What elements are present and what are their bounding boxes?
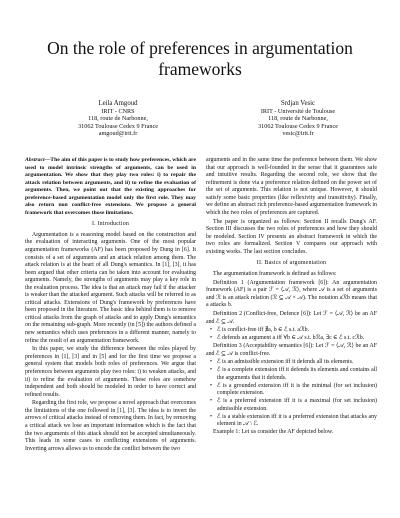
definition-2: Definition 2 (Conflict-free, Defence [6]): Let ℱ = ⟨𝒜, ℛ⟩ be an AF and ℰ ⊆ 𝒜.	[206, 310, 377, 325]
author-affiliation: IRIT - CNRS	[101, 107, 135, 115]
right-column	[206, 157, 377, 438]
list-item: • ℰ defends an argument a iff ∀b ∈ 𝒜 s.t. bℛa, ∃c ∈ ℰ s.t. cℛb.	[217, 335, 377, 343]
paragraph: In this paper, we study the difference between the roles played by preferences in [1], [3] and in [5] and for the first time we propose a general system that models both roles of preferences. We argue that preferences between arguments play two roles: i) to weaken attacks, and ii) to refine the evaluation of arguments. These roles are somehow independent and both should be modeled in order to have correct and refined results.	[25, 346, 196, 398]
author-address-line: 31062 Toulouse Cedex 9 France	[258, 122, 338, 130]
definition-3: Definition 3 (Acceptability semantics [6]): Let ℱ = ⟨𝒜, ℛ⟩ be an AF and ℰ ⊆ 𝒜 is conflict-free.	[206, 343, 377, 357]
author-email: vesic@irit.fr	[282, 130, 314, 138]
list-item: • ℰ is a stable extension iff it is a preferred extension that attacks any element in 𝒜 \ ℰ.	[217, 414, 377, 429]
section-heading-introduction: I. Introduction	[91, 221, 130, 228]
left-column	[25, 157, 196, 454]
author-block	[30, 100, 370, 150]
author-address-line: 118, route de Narbonne,	[88, 115, 148, 123]
abstract-label: Abstract	[25, 157, 45, 163]
abstract	[25, 157, 196, 217]
list-item: • ℰ is an admissible extension iff it defends all its elements.	[217, 359, 377, 367]
definition-3-list	[206, 359, 377, 428]
example-1: Example 1: Let us consider the AF depicted below.	[213, 429, 334, 436]
author-vesic	[218, 100, 378, 138]
list-item: • ℰ is a grounded extension iff it is the minimal (for set inclusion) complete extension.	[217, 383, 377, 398]
author-address-line: 118, route de Narbonne,	[268, 115, 328, 123]
list-item: • ℰ is a complete extension iff it defends its elements and contains all the arguments that it defends.	[217, 367, 377, 382]
author-name: Leila Amgoud	[98, 100, 138, 107]
paragraph: The paper is organized as follows: Section II recalls Dung's AF. Section III discusses the two roles of preferences and how they should be modeled. Section IV presents an abstract framework in which the two roles are formalized. Section V compares our approach with existing works. The last section concludes.	[206, 218, 377, 255]
author-address-line: 31062 Toulouse Cedex 9 France	[78, 122, 158, 130]
definition-2-list	[206, 327, 377, 342]
list-item: • ℰ is a preferred extension iff it is a maximal (for set inclusion) admissible extension.	[217, 398, 377, 413]
author-name: Srdjan Vesic	[280, 100, 316, 107]
list-item: • ℰ is conflict-free iff ∄a, b ∈ ℰ s.t. aℛb.	[217, 327, 377, 335]
author-affiliation: IRIT - Université de Toulouse	[260, 107, 336, 115]
paragraph: Regarding the first role, we propose a novel approach that overcomes the limitations of the one followed in [1], [3]. The idea is to invert the arrows of critical attacks instead of removing them. In fact, by removing a critical attack we lose an important information which is the fact that the two arguments of this attack should not be accepted simultaneously. This leads in some cases to conflicting extensions of arguments. Inverting arrows allows us to encode the conflict between the two	[25, 400, 196, 452]
paragraph: arguments and in the same time the preference between them. We show that our approach is well-founded in the sense that it guarantees safe and intuitive results. Regarding the second role, we show that the refinement is done via a preference relation defined on the power set of the set of arguments. This relation is not unique. However, it should satisfy some basic properties (like reflexivity and transitivity). Finally, we define an abstract rich preference-based argumentation framework in which the two roles of preferences are captured.	[206, 157, 377, 216]
abstract-text: —The aim of this paper is to study how preferences, which are used to model intrinsic strengths of arguments, can be used in argumentation. We show that they play two roles: i) to repair the attack relation between arguments, and ii) to refine the evaluation of arguments. Then, we point out that the existing approaches for preference-based argumentation model only the first role. They may also return non conflict-free extensions. We propose a general framework that overcomes those limitations.	[25, 157, 196, 216]
author-email: amgoud@irit.fr	[98, 130, 138, 138]
paragraph: The argumentation framework is defined as follows:	[213, 270, 337, 277]
author-amgoud	[38, 100, 198, 138]
section-heading-basics: II. Basics of argumentation	[256, 260, 327, 267]
paragraph: Argumentation is a reasoning model based on the construction and the evaluation of interacting arguments. One of the most popular argumentation frameworks (AF) has been proposed by Dung in [6]. It consists of a set of arguments and an attack relation among them. The attack relation is at the heart of all Dung's semantics. In [1], [3], it has been argued that other criteria can be taken into account for evaluating arguments. Namely, the strengths of arguments may play a key role in the evaluation process. The idea is that an attack may fail if the attacker is weaker than the attacked argument. Such attacks will be referred to as critical attacks. Extensions of Dung's framework by preferences have been proposed in the literature. The basic idea behind them is to remove critical attacks from the graph of attacks and to apply Dung's semantics on the remaining sub-graph. More recently (in [5]) the authors defined a new semantics which uses preferences in a different manner, namely to refine the result of an argumentation framework.	[25, 231, 196, 344]
paper-title: On the role of preferences in argumentation frameworks	[47, 38, 353, 79]
definition-1: Definition 1 (Argumentation framework [6]): An argumentation framework (AF) is a pair ℱ = ⟨𝒜, ℛ⟩, where 𝒜 is a set of arguments and ℛ is an attack relation (ℛ ⊆ 𝒜 × 𝒜). The notation aℛb means that a attacks b.	[206, 279, 377, 309]
